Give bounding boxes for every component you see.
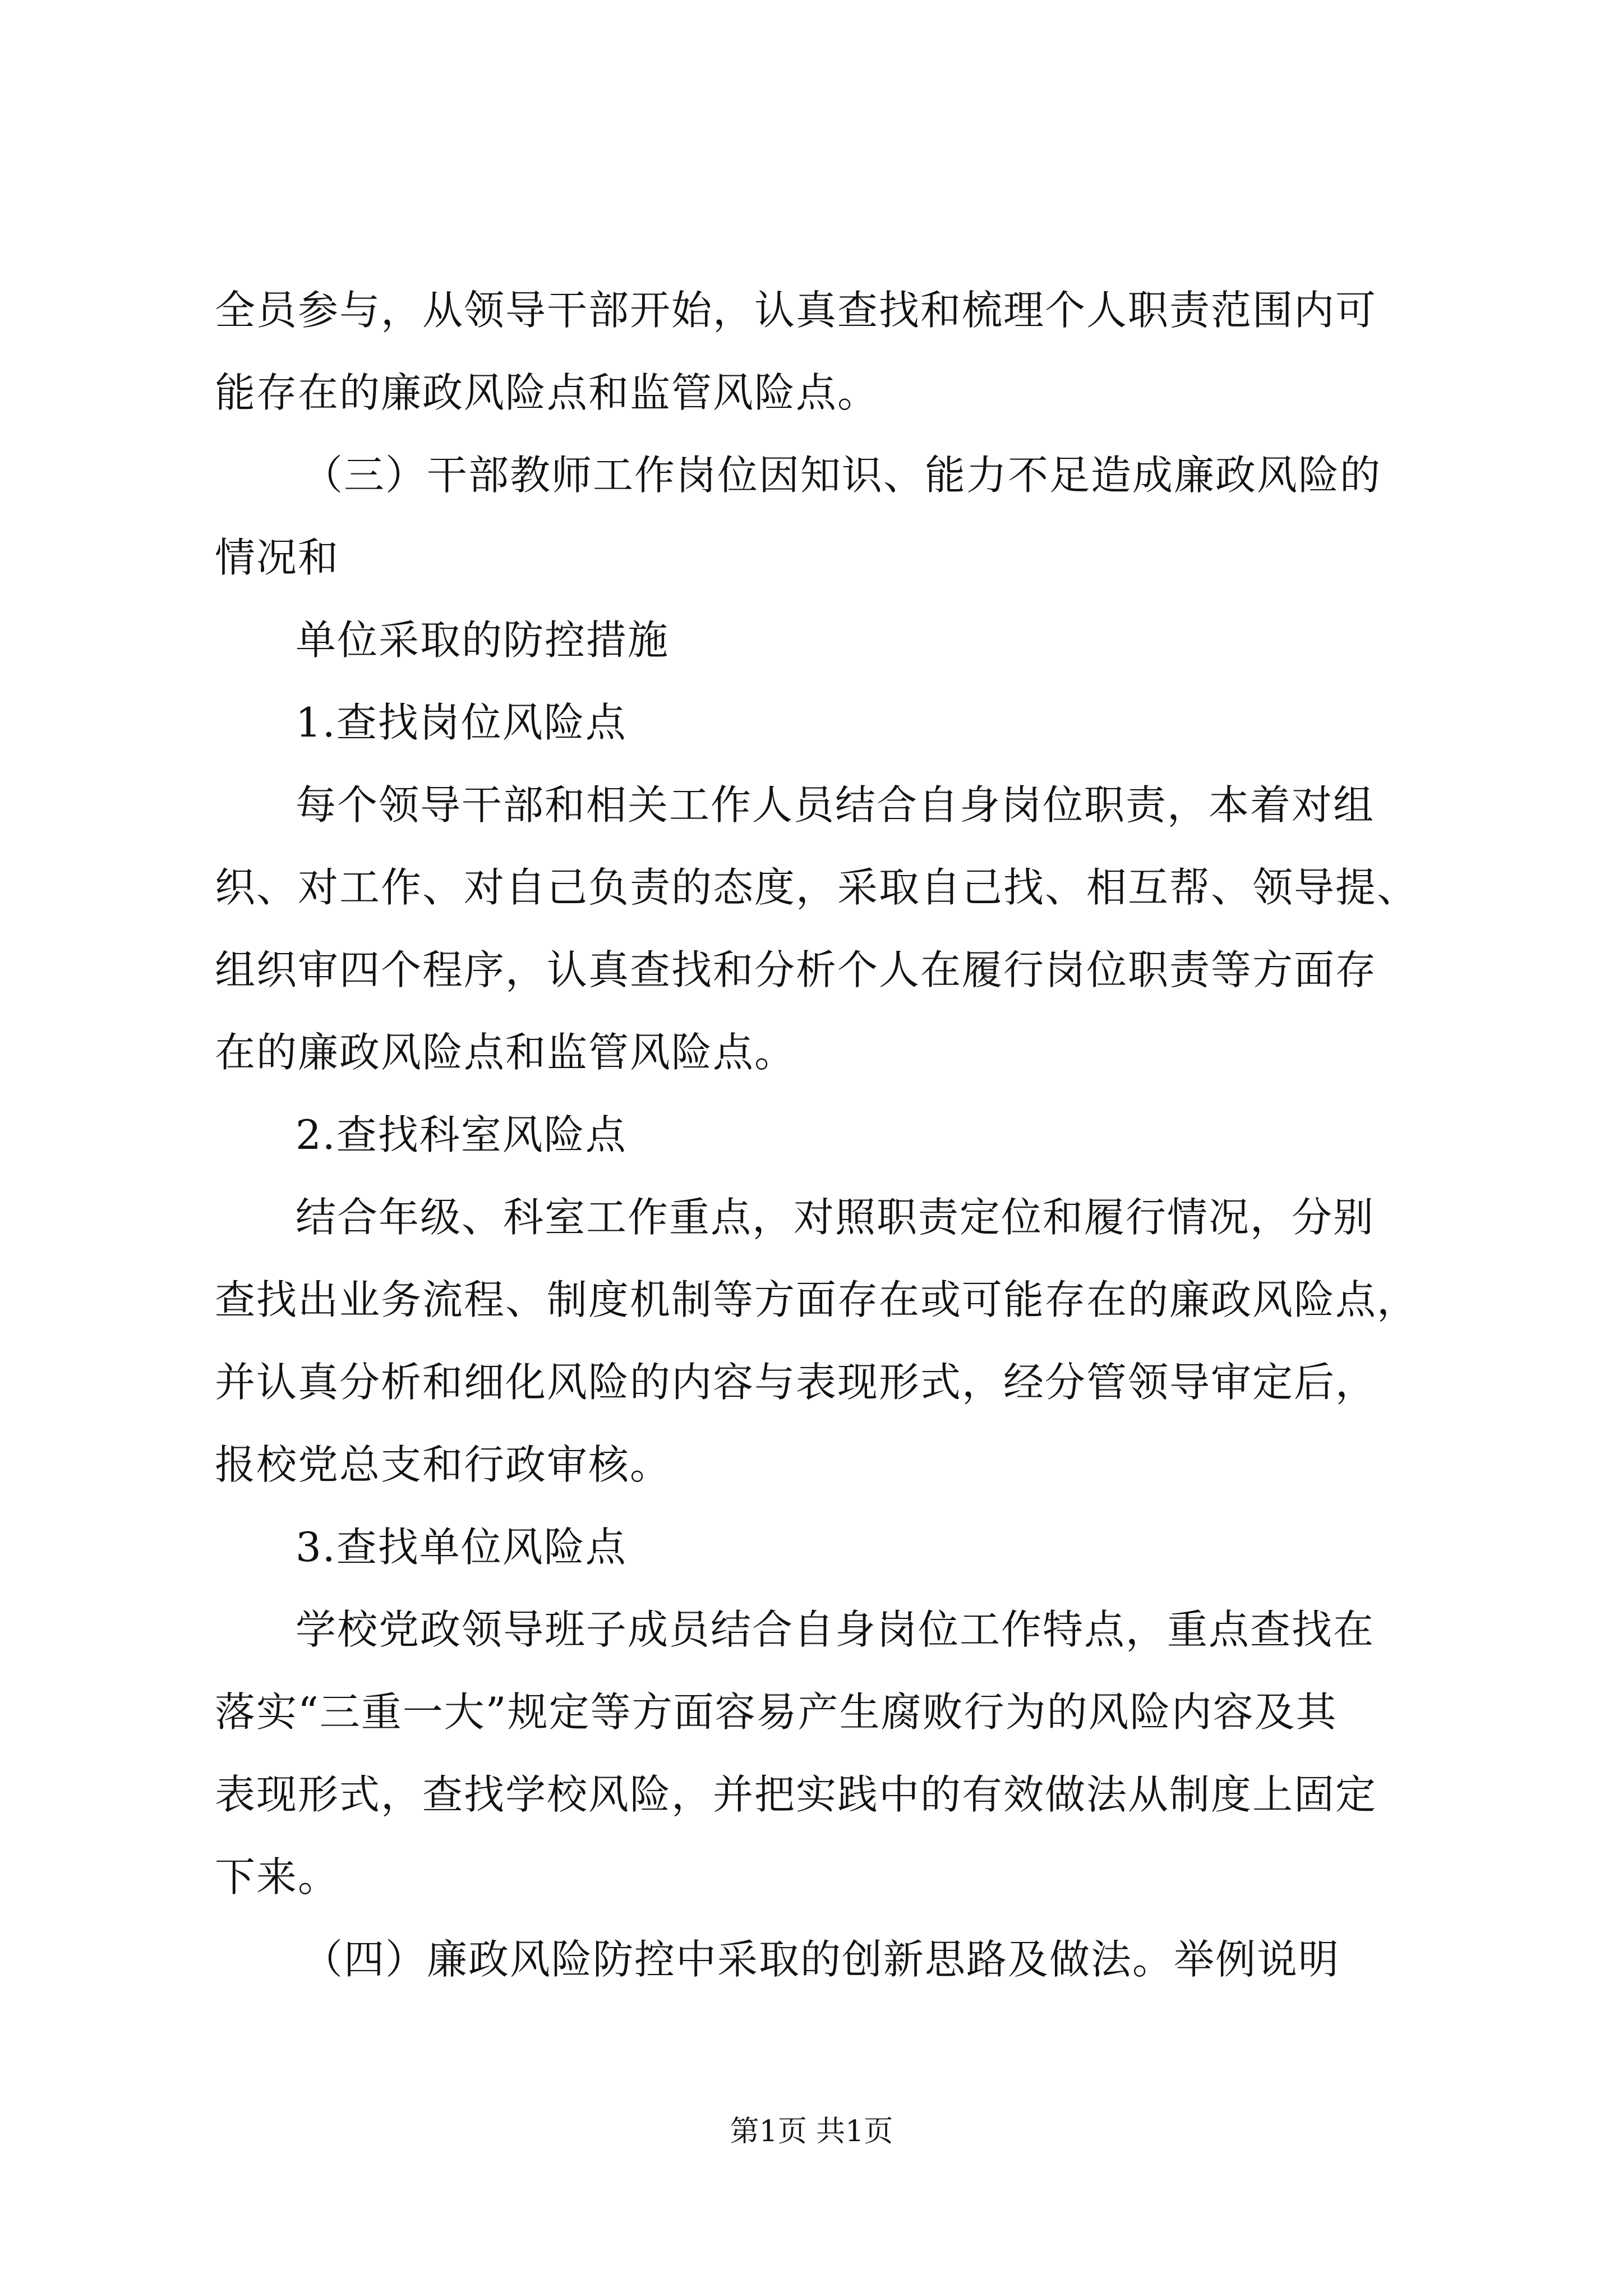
paragraph-line: 织、对工作、对自己负责的态度，采取自己找、相互帮、领导提、: [215, 864, 1419, 911]
paragraph-line: 组织审四个程序，认真查找和分析个人在履行岗位职责等方面存: [215, 946, 1377, 993]
paragraph-line: 能存在的廉政风险点和监管风险点。: [215, 369, 879, 416]
paragraph-line: 查找出业务流程、制度机制等方面存在或可能存在的廉政风险点，: [215, 1276, 1419, 1323]
paragraph-line: 报校党总支和行政审核。: [215, 1441, 672, 1488]
paragraph-line: 表现形式，查找学校风险，并把实践中的有效做法从制度上固定: [215, 1771, 1377, 1818]
paragraph-line: 在的廉政风险点和监管风险点。: [215, 1029, 796, 1076]
page-footer: 第1页 共1页: [730, 2115, 893, 2148]
paragraph-line: 单位采取的防控措施: [296, 616, 670, 664]
section-heading-3: （三）干部教师工作岗位因知识、能力不足造成廉政风险的: [302, 452, 1382, 499]
paragraph-line: 每个领导干部和相关工作人员结合自身岗位职责，本着对组: [296, 781, 1375, 829]
document-body: [215, 269, 1426, 2001]
paragraph-line: 情况和: [215, 534, 340, 581]
paragraph-line: 下来。: [215, 1853, 340, 1901]
subsection-heading-3: 3.查找单位风险点: [296, 1524, 627, 1571]
paragraph-line: 落实“三重一大”规定等方面容易产生腐败行为的风险内容及其: [215, 1688, 1338, 1736]
section-heading-4: （四）廉政风险防控中采取的创新思路及做法。举例说明: [302, 1936, 1340, 1983]
subsection-heading-2: 2.查找科室风险点: [296, 1111, 627, 1158]
paragraph-line: 结合年级、科室工作重点，对照职责定位和履行情况，分别: [296, 1194, 1375, 1241]
paragraph-line: 全员参与，从领导干部开始，认真查找和梳理个人职责范围内可: [215, 287, 1377, 334]
paragraph-line: 学校党政领导班子成员结合自身岗位工作特点，重点查找在: [296, 1606, 1375, 1653]
subsection-heading-1: 1.查找岗位风险点: [296, 699, 627, 746]
paragraph-line: 并认真分析和细化风险的内容与表现形式，经分管领导审定后，: [215, 1359, 1377, 1406]
